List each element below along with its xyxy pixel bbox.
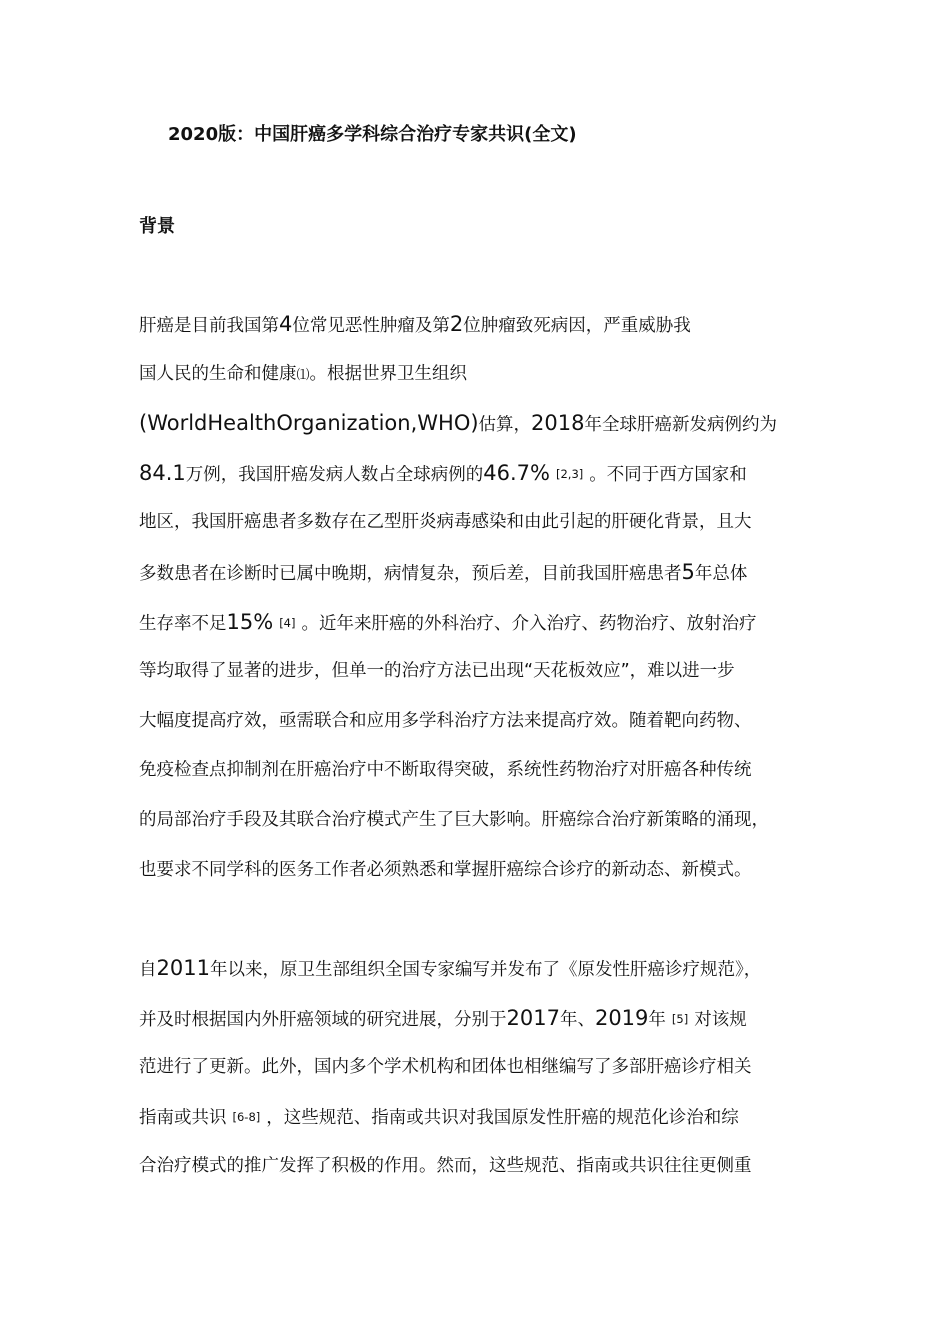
text-line: 自2011年以来，原卫生部组织全国专家编写并发布了《原发性肝癌诊疗规范》， — [139, 956, 762, 980]
text-line: 大幅度提高疗效，亟需联合和应用多学科治疗方法来提高疗效。随着靶向药物、 — [139, 710, 752, 731]
text-line: 范进行了更新。此外，国内多个学术机构和团体也相继编写了多部肝癌诊疗相关 — [139, 1057, 752, 1078]
text-line: 多数患者在诊断时已属中晚期，病情复杂，预后差，目前我国肝癌患者5年总体 — [139, 559, 748, 584]
text-line: 国人民的生命和健康⑴。根据世界卫生组织 — [139, 363, 468, 384]
citation: [5] — [671, 1011, 689, 1026]
text-line: 地区，我国肝癌患者多数存在乙型肝炎病毒感染和由此引起的肝硬化背景，且大 — [139, 512, 752, 533]
text-line: 84.1万例，我国肝癌发病人数占全球病例的46.7% [2,3] 。不同于西方国家和 — [139, 460, 747, 485]
text-line: 并及时根据国内外肝癌领域的研究进展，分别于2017年、2019年 [5] 对该规 — [139, 1005, 747, 1030]
text-line: 免疫检查点抑制剂在肝癌治疗中不断取得突破，系统性药物治疗对肝癌各种传统 — [139, 760, 752, 781]
document-title: 2020版：中国肝癌多学科综合治疗专家共识(全文) — [168, 124, 577, 145]
text-line: 生存率不足15% [4] 。近年来肝癌的外科治疗、介入治疗、药物治疗、放射治疗 — [139, 609, 757, 634]
text-line: 指南或共识 [6-8] ，这些规范、指南或共识对我国原发性肝癌的规范化诊治和综 — [139, 1107, 739, 1128]
citation: ⑴ — [296, 367, 310, 383]
citation: [2,3] — [555, 466, 584, 481]
citation: [4] — [279, 615, 296, 630]
text-line: 等均取得了显著的进步，但单一的治疗方法已出现“天花板效应”，难以进一步 — [139, 661, 735, 682]
paragraph-1 — [139, 300, 829, 895]
text-line: 的局部治疗手段及其联合治疗模式产生了巨大影响。肝癌综合治疗新策略的涌现， — [139, 809, 769, 830]
text-line: 合治疗模式的推广发挥了积极的作用。然而，这些规范、指南或共识往往更侧重 — [139, 1156, 752, 1177]
text-line: 肝癌是目前我国第4位常见恶性肿瘤及第2位肿瘤致死病因，严重威胁我 — [139, 312, 691, 336]
citation: [6-8] — [232, 1109, 261, 1124]
paragraph-2 — [139, 944, 829, 1192]
section-heading-background: 背景 — [139, 216, 175, 237]
text-line: (WorldHealthOrganization,WHO)估算，2018年全球肝癌新发病例约为 — [139, 411, 777, 436]
text-line: 也要求不同学科的医务工作者必须熟悉和掌握肝癌综合诊疗的新动态、新模式。 — [139, 859, 752, 880]
